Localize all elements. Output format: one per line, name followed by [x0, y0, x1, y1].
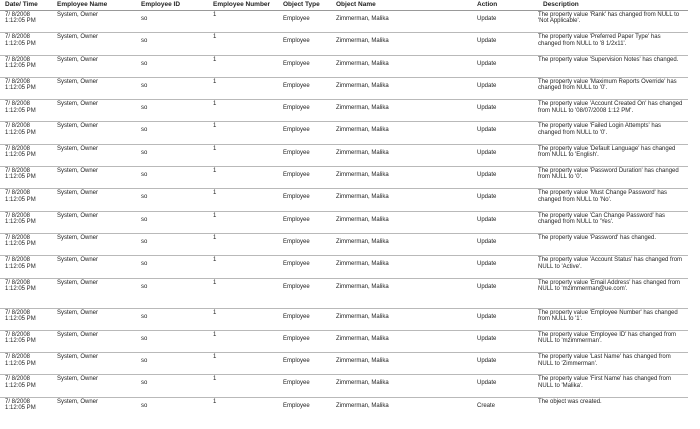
cell-employee-id: so	[134, 100, 206, 122]
cell-employee-name: System, Owner	[50, 353, 134, 375]
cell-action: Update	[470, 77, 536, 99]
cell-employee-name: System, Owner	[50, 233, 134, 255]
cell-employee-name: System, Owner	[50, 256, 134, 278]
cell-employee-name: System, Owner	[50, 375, 134, 397]
cell-description: The property value 'Preferred Paper Type' has changed from NULL to '8 1/2x11'.	[536, 33, 688, 55]
cell-employee-number: 1	[206, 353, 276, 375]
cell-object-type: Employee	[283, 402, 310, 409]
cell-employee-id: so	[134, 189, 206, 211]
cell-time: 1:12:05 PM	[5, 315, 36, 322]
cell-time: 1:12:05 PM	[5, 85, 36, 92]
cell-date: 7/ 8/2008	[5, 34, 31, 41]
cell-object-name: Zimmerman, Malika	[329, 353, 470, 375]
cell-employee-number: 1	[206, 375, 276, 397]
cell-employee-number: 1	[206, 278, 276, 308]
cell-action: Update	[470, 211, 536, 233]
cell-employee-number: 1	[206, 77, 276, 99]
cell-time: 1:12:05 PM	[5, 405, 36, 412]
cell-object-type: Employee	[276, 77, 329, 99]
cell-employee-name: System, Owner	[50, 330, 134, 352]
cell-employee-number: 1	[206, 11, 276, 33]
cell-employee-number: 1	[206, 189, 276, 211]
cell-employee-id: so	[134, 375, 206, 397]
cell-employee-name: System, Owner	[50, 308, 134, 330]
cell-date: 7/ 8/2008	[5, 123, 31, 130]
cell-date-time	[0, 353, 50, 375]
cell-object-name: Zimmerman, Malika	[329, 167, 470, 189]
cell-employee-number: 1	[206, 308, 276, 330]
cell-action: Update	[470, 189, 536, 211]
cell-time: 1:12:05 PM	[5, 152, 36, 159]
cell-object-type: Employee	[276, 353, 329, 375]
cell-employee-name: System, Owner	[50, 55, 134, 77]
cell-time: 1:12:05 PM	[5, 263, 36, 270]
cell-time: 1:12:05 PM	[5, 129, 36, 136]
cell-time: 1:12:05 PM	[5, 63, 36, 69]
cell-employee-id: so	[134, 353, 206, 375]
cell-object-name: Zimmerman, Malika	[329, 77, 470, 99]
cell-object-type: Employee	[276, 308, 329, 330]
cell-date-time	[0, 308, 50, 330]
cell-date-time	[0, 397, 50, 419]
cell-employee-number: 1	[206, 233, 276, 255]
cell-description: The property value 'Password' has changed.	[536, 233, 688, 255]
cell-action: Update	[470, 122, 536, 144]
cell-object-type: Employee	[276, 122, 329, 144]
cell-time: 1:12:05 PM	[5, 219, 36, 226]
cell-date: 7/ 8/2008	[5, 212, 31, 219]
cell-time: 1:12:05 PM	[5, 196, 36, 203]
cell-date: 7/ 8/2008	[5, 279, 31, 286]
cell-object-type: Employee	[276, 278, 329, 308]
cell-employee-id: so	[134, 308, 206, 330]
cell-object-type: Employee	[276, 233, 329, 255]
cell-action: Update	[470, 375, 536, 397]
cell-object-name: Zimmerman, Malika	[329, 375, 470, 397]
cell-date-time	[0, 77, 50, 99]
cell-object-type: Employee	[276, 11, 329, 33]
cell-time: 1:12:05 PM	[5, 360, 36, 367]
column-header-employee-number[interactable]: Employee Number	[206, 0, 276, 11]
cell-time: 1:12:05 PM	[5, 241, 36, 248]
cell-date-time	[0, 100, 50, 122]
cell-object-name: Zimmerman, Malika	[329, 11, 470, 33]
cell-employee-id: so	[134, 278, 206, 308]
cell-action: Update	[470, 100, 536, 122]
cell-date: 7/ 8/2008	[5, 398, 31, 405]
cell-date-time	[0, 375, 50, 397]
cell-employee-id: so	[134, 144, 206, 166]
table-row	[0, 167, 688, 189]
cell-date: 7/ 8/2008	[5, 234, 31, 241]
table-row	[0, 211, 688, 233]
cell-description: The property value 'Supervision Notes' has changed.	[536, 55, 688, 77]
cell-object-name: Zimmerman, Malika	[329, 122, 470, 144]
cell-object-type: Employee	[276, 167, 329, 189]
table-row	[0, 375, 688, 397]
cell-action: Update	[470, 144, 536, 166]
cell-description: The property value 'Maximum Reports Override' has changed from NULL to '0'.	[536, 77, 688, 99]
cell-description: The property value 'Employee Number' has changed from NULL to '1'.	[536, 308, 688, 330]
cell-time: 1:12:05 PM	[5, 107, 36, 114]
cell-object-name: Zimmerman, Malika	[329, 33, 470, 55]
cell-action: Update	[470, 55, 536, 77]
column-header-employee-name[interactable]: Employee Name	[50, 0, 134, 11]
cell-object-type: Employee	[276, 33, 329, 55]
cell-employee-id: so	[134, 33, 206, 55]
cell-date-time	[0, 330, 50, 352]
cell-employee-id: so	[134, 11, 206, 33]
cell-date-time	[0, 144, 50, 166]
cell-action: Update	[470, 256, 536, 278]
table-row	[0, 100, 688, 122]
cell-time: 1:12:05 PM	[5, 338, 36, 345]
cell-description: The object was created.	[538, 398, 602, 405]
cell-time: 1:12:05 PM	[5, 40, 36, 47]
cell-date-time	[0, 189, 50, 211]
cell-employee-id: so	[134, 77, 206, 99]
cell-object-name: Zimmerman, Malika	[336, 402, 389, 409]
cell-action: Update	[470, 33, 536, 55]
cell-object-name: Zimmerman, Malika	[329, 55, 470, 77]
table-row	[0, 144, 688, 166]
cell-action: Update	[470, 233, 536, 255]
cell-employee-number: 1	[206, 33, 276, 55]
cell-date: 7/ 8/2008	[5, 331, 31, 338]
cell-description: The property value 'Password Duration' has changed from NULL to '0'.	[536, 167, 688, 189]
cell-employee-number: 1	[206, 122, 276, 144]
cell-action: Update	[470, 308, 536, 330]
cell-action: Update	[470, 278, 536, 308]
cell-date: 7/ 8/2008	[5, 354, 31, 361]
column-header-object-name[interactable]: Object Name	[329, 0, 470, 11]
cell-description: The property value 'Last Name' has changed from NULL to 'Zimmerman'.	[536, 353, 688, 375]
cell-object-name: Zimmerman, Malika	[329, 330, 470, 352]
table-row	[0, 278, 688, 308]
cell-object-type: Employee	[276, 100, 329, 122]
table-row	[0, 330, 688, 352]
cell-employee-id: so	[134, 256, 206, 278]
cell-time: 1:12:05 PM	[5, 285, 36, 292]
cell-date-time	[0, 233, 50, 255]
cell-employee-id: so	[134, 122, 206, 144]
cell-object-name: Zimmerman, Malika	[329, 278, 470, 308]
cell-employee-name: System, Owner	[50, 122, 134, 144]
cell-date: 7/ 8/2008	[5, 257, 31, 264]
cell-employee-number: 1	[206, 55, 276, 77]
cell-action: Update	[470, 167, 536, 189]
table-row	[0, 189, 688, 211]
cell-employee-name: System, Owner	[50, 278, 134, 308]
cell-object-name: Zimmerman, Malika	[329, 144, 470, 166]
column-header-action[interactable]: Action	[470, 0, 536, 11]
cell-date-time	[0, 167, 50, 189]
cell-date: 7/ 8/2008	[5, 78, 31, 85]
cell-date: 7/ 8/2008	[5, 56, 31, 63]
cell-employee-name: System, Owner	[50, 189, 134, 211]
cell-date: 7/ 8/2008	[5, 190, 31, 197]
cell-date-time	[0, 122, 50, 144]
table-row	[0, 77, 688, 99]
cell-time: 1:12:05 PM	[5, 382, 36, 389]
cell-date-time	[0, 211, 50, 233]
cell-object-type: Employee	[276, 256, 329, 278]
cell-date-time	[0, 33, 50, 55]
cell-description: The property value 'Rank' has changed from NULL to 'Not Applicable'.	[536, 11, 688, 33]
cell-action: Update	[470, 330, 536, 352]
cell-date: 7/ 8/2008	[5, 101, 31, 108]
cell-object-type: Employee	[276, 330, 329, 352]
cell-date: 7/ 8/2008	[5, 168, 31, 175]
cell-action: Create	[477, 402, 496, 409]
cell-object-type: Employee	[276, 189, 329, 211]
cell-description: The property value 'Email Address' has changed from NULL to 'mzimmerman@ue.com'.	[536, 278, 688, 308]
table-row	[0, 122, 688, 144]
cell-employee-number: 1	[206, 144, 276, 166]
cell-employee-number: 1	[213, 398, 217, 405]
cell-object-name: Zimmerman, Malika	[329, 256, 470, 278]
cell-employee-number: 1	[206, 211, 276, 233]
column-header-employee-id[interactable]: Employee ID	[134, 0, 206, 11]
cell-employee-name: System, Owner	[50, 144, 134, 166]
cell-employee-id: so	[134, 211, 206, 233]
cell-date-time	[0, 256, 50, 278]
cell-object-type: Employee	[276, 55, 329, 77]
table-row	[0, 256, 688, 278]
cell-description: The property value 'First Name' has changed from NULL to 'Malika'.	[536, 375, 688, 397]
cell-employee-number: 1	[206, 330, 276, 352]
cell-description: The property value 'Account Created On' has changed from NULL to '08/07/2008 1:12 PM'.	[536, 100, 688, 122]
cell-employee-number: 1	[206, 100, 276, 122]
cell-employee-id: so	[134, 233, 206, 255]
cell-description: The property value 'Must Change Password' has changed from NULL to 'No'.	[536, 189, 688, 211]
table-row	[0, 353, 688, 375]
cell-object-type: Employee	[276, 375, 329, 397]
table-row	[0, 11, 688, 33]
cell-employee-name: System, Owner	[50, 11, 134, 33]
cell-description: The property value 'Failed Login Attempts' has changed from NULL to '0'.	[536, 122, 688, 144]
cell-action: Update	[470, 353, 536, 375]
table-header-row	[0, 0, 688, 11]
cell-action: Update	[470, 11, 536, 33]
cell-date-time	[0, 278, 50, 308]
cell-employee-id: so	[134, 167, 206, 189]
cell-date: 7/ 8/2008	[5, 376, 31, 383]
table-row	[0, 397, 688, 419]
cell-employee-name: System, Owner	[50, 77, 134, 99]
cell-date-time	[0, 55, 50, 77]
cell-employee-id: so	[141, 402, 148, 409]
table-row	[0, 233, 688, 255]
cell-date: 7/ 8/2008	[5, 309, 31, 316]
cell-object-name: Zimmerman, Malika	[329, 189, 470, 211]
column-header-object-type[interactable]: Object Type	[276, 0, 329, 11]
cell-employee-name: System, Owner	[50, 33, 134, 55]
cell-description: The property value 'Can Change Password' has changed from NULL to 'Yes'.	[536, 211, 688, 233]
cell-employee-name: System, Owner	[50, 100, 134, 122]
cell-object-type: Employee	[276, 144, 329, 166]
cell-date: 7/ 8/2008	[5, 145, 31, 152]
cell-object-name: Zimmerman, Malika	[329, 100, 470, 122]
table-row	[0, 55, 688, 77]
cell-description: The property value 'Account Status' has changed from NULL to 'Active'.	[536, 256, 688, 278]
cell-date: 7/ 8/2008	[5, 12, 31, 18]
cell-object-name: Zimmerman, Malika	[329, 308, 470, 330]
cell-employee-name: System, Owner	[50, 167, 134, 189]
table-row	[0, 308, 688, 330]
cell-employee-number: 1	[206, 256, 276, 278]
cell-employee-name: System, Owner	[57, 398, 99, 405]
column-header-date-time[interactable]: Date/ Time	[0, 0, 50, 11]
cell-description: The property value 'Default Language' has changed from NULL to 'English'.	[536, 144, 688, 166]
cell-object-name: Zimmerman, Malika	[329, 211, 470, 233]
cell-date-time	[0, 11, 50, 33]
cell-time: 1:12:05 PM	[5, 18, 36, 25]
column-header-description[interactable]: Description	[536, 0, 688, 11]
cell-employee-name: System, Owner	[50, 211, 134, 233]
cell-time: 1:12:05 PM	[5, 174, 36, 181]
cell-employee-id: so	[134, 330, 206, 352]
cell-employee-id: so	[134, 55, 206, 77]
cell-object-type: Employee	[276, 211, 329, 233]
cell-object-name: Zimmerman, Malika	[329, 233, 470, 255]
table-row	[0, 33, 688, 55]
cell-description: The property value 'Employee ID' has changed from NULL to 'mzimmerman'.	[536, 330, 688, 352]
cell-employee-number: 1	[206, 167, 276, 189]
